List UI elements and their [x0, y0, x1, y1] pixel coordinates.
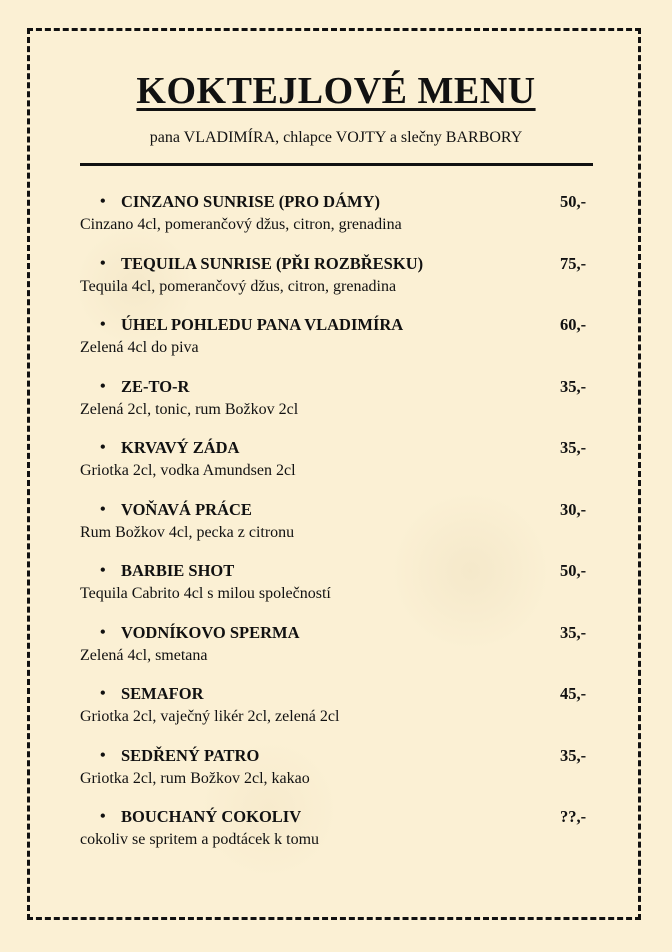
bullet-icon: • [100, 377, 106, 395]
cocktail-name: CINZANO SUNRISE (PRO DÁMY) [121, 192, 380, 211]
cocktail-description: Tequila Cabrito 4cl s milou společností [80, 585, 331, 602]
cocktail-description: Zelená 2cl, tonic, rum Božkov 2cl [80, 400, 299, 418]
bullet-icon: • [100, 623, 106, 641]
cocktail-description: Griotka 2cl, rum Božkov 2cl, kakao [80, 769, 310, 787]
cocktail-name: TEQUILA SUNRISE (PŘI ROZBŘESKU) [121, 253, 424, 273]
bullet-icon: • [100, 254, 106, 272]
cocktail-price: 50,- [560, 192, 587, 211]
cocktail-description: Zelená 4cl, smetana [80, 646, 208, 664]
bullet-icon: • [100, 439, 106, 456]
cocktail-price: 50,- [560, 561, 587, 580]
cocktail-price: 45,- [560, 684, 587, 703]
bullet-icon: • [100, 316, 106, 333]
cocktail-item [80, 436, 600, 498]
cocktail-name: ZE-TO-R [121, 376, 190, 396]
cocktail-description: Griotka 2cl, vaječný likér 2cl, zelená 2cl [80, 708, 340, 725]
menu-title [0, 66, 672, 116]
cocktail-name: KRVAVÝ ZÁDA [121, 438, 240, 457]
cocktail-name: ÚHEL POHLEDU PANA VLADIMÍRA [121, 315, 404, 334]
cocktail-price: 60,- [560, 315, 587, 334]
cocktail-name: VOŇAVÁ PRÁCE [121, 499, 252, 519]
cocktail-item [80, 621, 600, 683]
cocktail-price: 35,- [560, 745, 587, 765]
cocktail-description: Griotka 2cl, vodka Amundsen 2cl [80, 462, 296, 479]
bullet-icon: • [100, 500, 106, 518]
cocktail-name: BOUCHANÝ COKOLIV [121, 807, 302, 826]
menu-title-text: KOKTEJLOVÉ MENU [136, 70, 536, 112]
cocktail-item [80, 252, 600, 314]
cocktail-name: SEDŘENÝ PATRO [121, 745, 260, 765]
menu-subtitle: pana VLADIMÍRA, chlapce VOJTY a slečny BARBORY [149, 129, 523, 146]
bullet-icon: • [100, 746, 106, 764]
cocktail-description: Rum Božkov 4cl, pecka z citronu [80, 523, 295, 541]
cocktail-price: ??,- [560, 807, 587, 826]
cocktail-item [80, 313, 600, 375]
cocktail-name: SEMAFOR [121, 684, 204, 703]
cocktail-item [80, 375, 600, 437]
cocktail-list [80, 190, 600, 867]
cocktail-item [80, 190, 600, 252]
cocktail-description: Tequila 4cl, pomerančový džus, citron, grenadina [80, 277, 397, 295]
bullet-icon: • [100, 808, 106, 825]
cocktail-item [80, 682, 600, 744]
header-divider [80, 163, 593, 166]
cocktail-description: Zelená 4cl do piva [80, 339, 199, 356]
cocktail-description: Cinzano 4cl, pomerančový džus, citron, grenadina [80, 216, 402, 233]
cocktail-description: cokoliv se spritem a podtácek k tomu [80, 831, 320, 848]
bullet-icon: • [100, 193, 106, 210]
cocktail-item [80, 744, 600, 806]
cocktail-price: 35,- [560, 622, 587, 642]
cocktail-item [80, 805, 600, 867]
cocktail-name: BARBIE SHOT [121, 561, 235, 580]
bullet-icon: • [100, 685, 106, 702]
cocktail-item [80, 559, 600, 621]
cocktail-name: VODNÍKOVO SPERMA [121, 622, 300, 642]
cocktail-price: 75,- [560, 253, 587, 273]
cocktail-price: 35,- [560, 376, 587, 396]
cocktail-price: 30,- [560, 499, 587, 519]
bullet-icon: • [100, 562, 106, 579]
cocktail-price: 35,- [560, 438, 587, 457]
cocktail-item [80, 498, 600, 560]
